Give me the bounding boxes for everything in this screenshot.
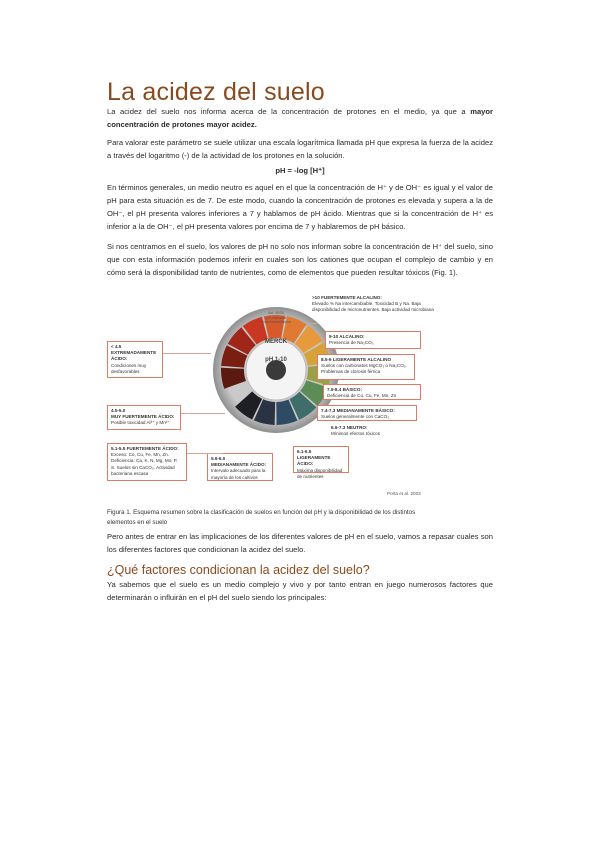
- paragraph-3: En términos generales, un medio neutro es aquel en el que la concentración de H⁺ y de OH⁻ es igual y el valor de pH para esta situación es de 7. De este modo, cuando la concentración de protones es elevada y supera a la de OH⁻, el pH presenta valores inferiores a 7 y hablamos de pH ácido. Mientras que si la concentración de H⁺ es inferior a la de OH⁻, el pH presenta valores por encima de 7 y hablaremos de pH básico.: [107, 183, 493, 231]
- box-basic: 7.5-8.4 BÁSICO: Deficiencia de Co, Cu, Fe, Mn, Zn: [323, 384, 421, 400]
- box-alkaline: 9-10 ALCALINO: Presencia de Na₂CO₃: [325, 331, 421, 349]
- box-strongly-acid: 5.1-5.5 FUERTEMENTE ÁCIDO: Exceso: Co, Cu, Fe, Mn, Zn. Deficiencia: Ca, K, N, Mg, Mo, P, S. Suelos sin CaCO₃. Actividad bacteriana escasa: [107, 443, 187, 481]
- intro-bold: mayor concentración de protones mayor acidez.: [107, 107, 493, 129]
- page-title: La acidez del suelo: [107, 78, 325, 106]
- box-neutral: 6.6-7.3 NEUTRO: Mínimos efectos tóxicos: [331, 425, 381, 437]
- section-subtitle: ¿Qué factores condicionan la acidez del suelo?: [107, 563, 370, 577]
- box-strongly-alkaline: >10 FUERTEMENTE ALCALINO: Elevado % Na intercambiable. Toxicidad B y Na. Baja disponibilidad de micronutrientes. Baja actividad microbiana: [312, 295, 434, 313]
- figure-caption: Figura 1. Esquema resumen sobre la clasificación de suelos en función del pH y la disponibilidad de los distintos elementos en el suelo: [107, 509, 416, 526]
- paragraph-2: Para valorar este parámetro se suele utilizar una escala logarítmica llamada pH que expresa la fuerza de la acidez a través del logaritmo (-) de la actividad de los protones en la solución.: [107, 138, 493, 160]
- ph-formula: pH = -log [H⁺]: [275, 166, 325, 175]
- leader-line: [181, 413, 225, 414]
- box-extremely-acid: < 4.5 EXTREMADAMENTE ÁCIDO: Condiciones muy desfavorables: [107, 341, 163, 378]
- figure-credit: Porta et al. 2003: [387, 491, 421, 496]
- dial-indicator: pH-Indicator Universalindikator: [260, 315, 292, 325]
- paragraph-4: Si nos centramos en el suelo, los valores de pH no solo nos informan sobre la concentración de H⁺ del suelo, sino que con esta información podemos inferir en cuales son los cationes que ocupan el complejo de cambio y en cómo será la disponibilidad tanto de nutrientes, como de elementos que pueden resultar tóxicos (Fig. 1).: [107, 242, 493, 277]
- ph-figure: [107, 293, 445, 498]
- paragraph-5: Pero antes de entrar en las implicaciones de los diferentes valores de pH en el suelo, vamos a repasar cuales son los diferentes factores que condicionan la acidez del suelo.: [107, 532, 493, 554]
- box-moderately-acid: 5.6-6.0 MEDIANAMENTE ÁCIDO: Intervalo adecuado para la mayoría de los cultivos: [207, 453, 273, 481]
- dial-top-text: [255, 311, 297, 325]
- leader-line: [187, 453, 223, 454]
- intro-paragraph: [107, 106, 493, 132]
- intro-text: La acidez del suelo nos informa acerca de la concentración de protones en el medio, ya que a: [107, 107, 471, 116]
- paragraph-6: Ya sabemos que el suelo es un medio complejo y vivo y por tanto entran en juego numerosos factores que determinarán o influirán en el pH del suelo siendo los principales:: [107, 580, 493, 602]
- leader-line: [163, 353, 211, 354]
- dial-art: Art. 9535: [268, 311, 284, 315]
- dial-scale: pH 1-10: [265, 357, 287, 363]
- box-very-strongly-acid: 4.5-5.0 MUY FUERTEMENTE ÁCIDO: Posible toxicidad Al³⁺ y Mn²⁺: [107, 405, 181, 430]
- box-slightly-acid: 6.1-6.5 LIGERAMENTE ÁCIDO: Máxima disponibilidad de nutrientes: [293, 446, 349, 473]
- leader-line: [307, 323, 317, 324]
- dial-brand: MERCK: [265, 339, 287, 345]
- box-moderately-basic: 7.4-7.3 MEDIANAMENTE BÁSICO: Suelos generalmente con CaCO₃: [317, 405, 417, 421]
- box-slightly-alkaline: 8.5-9 LIGERAMENTE ALCALINO Suelos con carbonatos MgCO₃ o Na₂CO₃. Problemas de clorosis férrica: [317, 354, 415, 380]
